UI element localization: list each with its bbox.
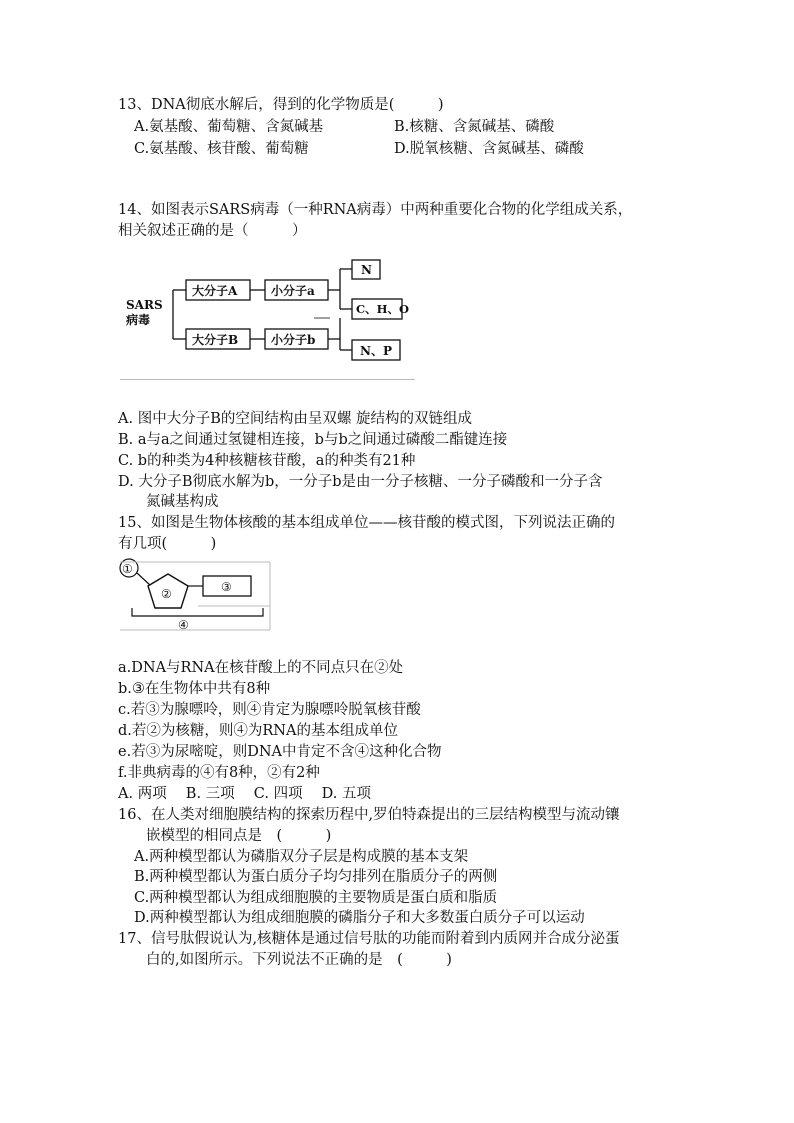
element-cho-label: C、H、O [356, 302, 410, 316]
q15-stem-line1: 15、如图是生物体核酸的基本组成单位——核苷酸的模式图，下列说法正确的 [118, 515, 615, 531]
q14-option-d-line1: D. 大分子B彻底水解为b，一分子b是由一分子核糖、一分子磷酸和一分子含 [118, 474, 603, 490]
q14-stem-line1: 14、如图表示SARS病毒（一种RNA病毒）中两种重要化合物的化学组成关系， [118, 202, 633, 218]
q16-stem-line2: 嵌模型的相同点是 ( ) [146, 828, 332, 844]
q16-stem-line1: 16、在人类对细胞膜结构的探索历程中,罗伯特森提出的三层结构模型与流动镶 [118, 807, 620, 823]
q13-stem: 13、DNA彻底水解后，得到的化学物质是( ) [118, 97, 444, 113]
q14-option-a: A. 图中大分子B的空间结构由呈双螺 旋结构的双链组成 [118, 411, 472, 427]
q15-statement-a: a.DNA与RNA在核苷酸上的不同点只在②处 [118, 660, 404, 676]
q13-option-b: B.核糖、含氮碱基、磷酸 [394, 119, 555, 135]
element-n-label: N [361, 263, 372, 277]
label-4: ④ [178, 618, 189, 632]
q16-option-c: C.两种模型都认为组成细胞膜的主要物质是蛋白质和脂质 [134, 890, 498, 906]
q15-statement-f: f.非典病毒的④有8种，②有2种 [118, 765, 320, 781]
sars-label: SARS [126, 298, 163, 312]
sars-composition-diagram [118, 252, 418, 372]
q16-option-b: B.两种模型都认为蛋白质分子均匀排列在脂质分子的两侧 [134, 869, 498, 885]
q15-statement-e: e.若③为尿嘧啶，则DNA中肯定不含④这种化合物 [118, 744, 442, 760]
virus-label: 病毒 [126, 313, 151, 327]
macromolecule-b-label: 大分子B [192, 333, 239, 347]
q17-stem-line1: 17、信号肽假说认为,核糖体是通过信号肽的功能而附着到内质网并合成分泌蛋 [118, 931, 620, 947]
q13-option-d: D.脱氧核糖、含氮碱基、磷酸 [394, 141, 584, 157]
q15-stem-line2: 有几项( ) [118, 536, 217, 552]
nucleotide-diagram [118, 556, 278, 634]
q15-statement-b: b.③在生物体中共有8种 [118, 681, 271, 697]
label-1: ① [122, 562, 133, 576]
element-np-label: N、P [360, 344, 392, 358]
q15-statement-d: d.若②为核糖，则④为RNA的基本组成单位 [118, 723, 398, 739]
q13-option-a: A.氨基酸、葡萄糖、含氮碱基 [134, 119, 324, 135]
q14-option-d-line2: 氮碱基构成 [146, 494, 219, 510]
small-molecule-b-label: 小分子b [271, 333, 316, 347]
q14-option-c: C. b的种类为4种核糖核苷酸，a的种类有21种 [118, 453, 416, 469]
q16-option-a: A.两种模型都认为磷脂双分子层是构成膜的基本支架 [134, 849, 469, 865]
q14-option-b: B. a与a之间通过氢键相连接，b与b之间通过磷酸二酯键连接 [118, 432, 508, 448]
small-molecule-a-label: 小分子a [271, 284, 315, 298]
q15-answer-options: A. 两项 B. 三项 C. 四项 D. 五项 [118, 786, 372, 802]
label-3: ③ [221, 580, 232, 594]
q16-option-d: D.两种模型都认为组成细胞膜的磷脂分子和大多数蛋白质分子可以运动 [134, 910, 585, 926]
diagram-divider [120, 379, 415, 380]
label-2: ② [161, 587, 172, 601]
q13-option-c: C.氨基酸、核苷酸、葡萄糖 [134, 141, 309, 157]
q17-stem-line2: 白的,如图所示。下列说法不正确的是 ( ) [146, 952, 452, 968]
q15-statement-c: c.若③为腺嘌呤，则④肯定为腺嘌呤脱氧核苷酸 [118, 702, 421, 718]
q14-stem-line2: 相关叙述正确的是（ ） [118, 223, 307, 239]
macromolecule-a-label: 大分子A [192, 284, 238, 298]
nucleotide-bracket [132, 608, 263, 616]
